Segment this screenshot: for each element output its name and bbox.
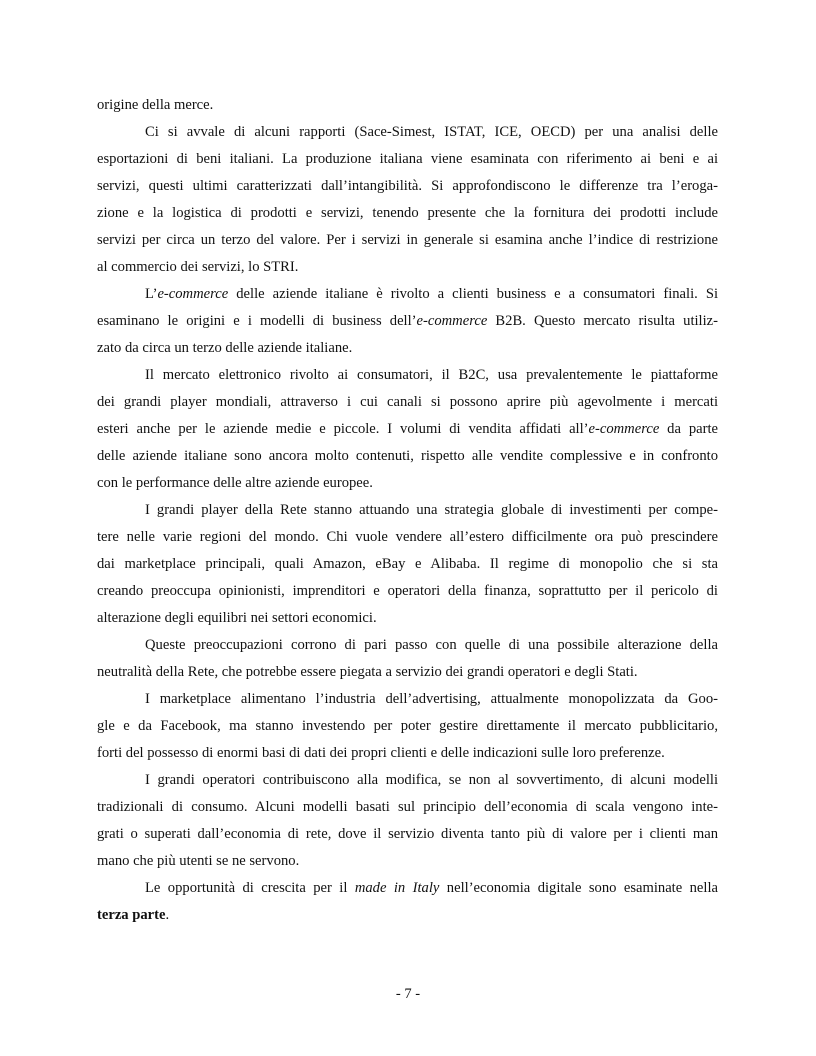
paragraph-origine-line-1	[97, 92, 718, 119]
italic-term: e-commerce	[416, 313, 488, 329]
paragraph-line: creando preoccupa opinionisti, imprenditori e operatori della finanza, soprattutto per il pericolo di	[97, 583, 718, 599]
paragraph-line: al commercio dei servizi, lo STRI.	[97, 259, 299, 275]
paragraph-line: servizi per circa un terzo del valore. Per i servizi in generale si esamina anche l’indice di restrizione	[97, 232, 718, 248]
paragraph-line: dai marketplace principali, quali Amazon, eBay e Alibaba. Il regime di monopolio che si sta	[97, 556, 718, 572]
paragraph-line: servizi, questi ultimi caratterizzati dall’intangibilità. Si approfondiscono le differenze tra l’eroga-	[97, 178, 718, 194]
paragraph-opportunita	[97, 875, 718, 929]
document-body	[97, 92, 718, 929]
text-span: esaminano le origini e i modelli di business dell’	[97, 313, 417, 329]
paragraph-line: zione e la logistica di prodotti e servizi, tenendo presente che la fornitura dei prodotti include	[97, 205, 718, 221]
paragraph-line: tere nelle varie regioni del mondo. Chi vuole vendere all’estero difficilmente ora può prescindere	[97, 529, 718, 545]
paragraph-line: Ci si avvale di alcuni rapporti (Sace-Simest, ISTAT, ICE, OECD) per una analisi delle	[145, 124, 718, 140]
italic-term: made in Italy	[354, 880, 440, 896]
paragraph-line	[97, 875, 718, 902]
text-span: da parte	[659, 421, 718, 437]
paragraph-line	[97, 902, 718, 929]
paragraph-line: mano che più utenti se ne servono.	[97, 853, 300, 869]
paragraph-line: Queste preoccupazioni corrono di pari passo con quelle di una possibile alterazione della	[145, 637, 718, 653]
paragraph-grandi-player	[97, 497, 718, 632]
text-span: .	[165, 907, 170, 923]
paragraph-line: I marketplace alimentano l’industria dell’advertising, attualmente monopolizzata da Goo-	[145, 691, 718, 707]
text-span: Le opportunità di crescita per il	[145, 880, 355, 896]
paragraph-line: tradizionali di consumo. Alcuni modelli basati sul principio dell’economia di scala vengono inte-	[97, 799, 718, 815]
page-number: - 7 -	[395, 986, 421, 1002]
paragraph-b2c	[97, 362, 718, 497]
paragraph-line	[97, 416, 718, 443]
paragraph-line: alterazione degli equilibri nei settori economici.	[97, 610, 377, 626]
text-span: L’	[145, 286, 158, 302]
paragraph-operatori	[97, 767, 718, 875]
paragraph-line: forti del possesso di enormi basi di dati dei propri clienti e delle indicazioni sulle loro preferenze.	[97, 745, 665, 761]
paragraph-ecommerce	[97, 281, 718, 362]
paragraph-line: Il mercato elettronico rivolto ai consumatori, il B2C, usa prevalentemente le piattaforme	[145, 367, 718, 383]
paragraph-line: zato da circa un terzo delle aziende italiane.	[97, 340, 353, 356]
italic-term: e-commerce	[157, 286, 229, 302]
text-span: nell’economia digitale sono esaminate nella	[439, 880, 718, 896]
paragraph-line: gle e da Facebook, ma stanno investendo per poter gestire direttamente il mercato pubblicitario,	[97, 718, 718, 734]
paragraph-line	[97, 281, 718, 308]
paragraph-line: con le performance delle altre aziende europee.	[97, 475, 373, 491]
text-span: delle aziende italiane è rivolto a clienti business e a consumatori finali. Si	[228, 286, 718, 302]
paragraph-line: delle aziende italiane sono ancora molto contenuti, rispetto alle vendite complessive e in confronto	[97, 448, 718, 464]
paragraph-rapporti	[97, 119, 718, 281]
italic-term: e-commerce	[588, 421, 660, 437]
paragraph-line: I grandi player della Rete stanno attuando una strategia globale di investimenti per compe-	[145, 502, 718, 518]
paragraph-preoccupazioni	[97, 632, 718, 686]
bold-term: terza parte	[97, 907, 166, 923]
text-span: origine della merce.	[97, 97, 214, 113]
paragraph-line: grati o superati dall’economia di rete, dove il servizio diventa tanto più di valore per i clienti man	[97, 826, 718, 842]
paragraph-line: dei grandi player mondiali, attraverso i cui canali si possono aprire più agevolmente i mercati	[97, 394, 718, 410]
paragraph-line: esportazioni di beni italiani. La produzione italiana viene esaminata con riferimento ai beni e ai	[97, 151, 718, 167]
paragraph-line: I grandi operatori contribuiscono alla modifica, se non al sovvertimento, di alcuni modelli	[145, 772, 718, 788]
paragraph-line: neutralità della Rete, che potrebbe essere piegata a servizio dei grandi operatori e degli Stati.	[97, 664, 638, 680]
paragraph-line	[97, 308, 718, 335]
text-span: esteri anche per le aziende medie e piccole. I volumi di vendita affidati all’	[97, 421, 589, 437]
text-span: B2B. Questo mercato risulta utiliz-	[487, 313, 718, 329]
paragraph-marketplace	[97, 686, 718, 767]
